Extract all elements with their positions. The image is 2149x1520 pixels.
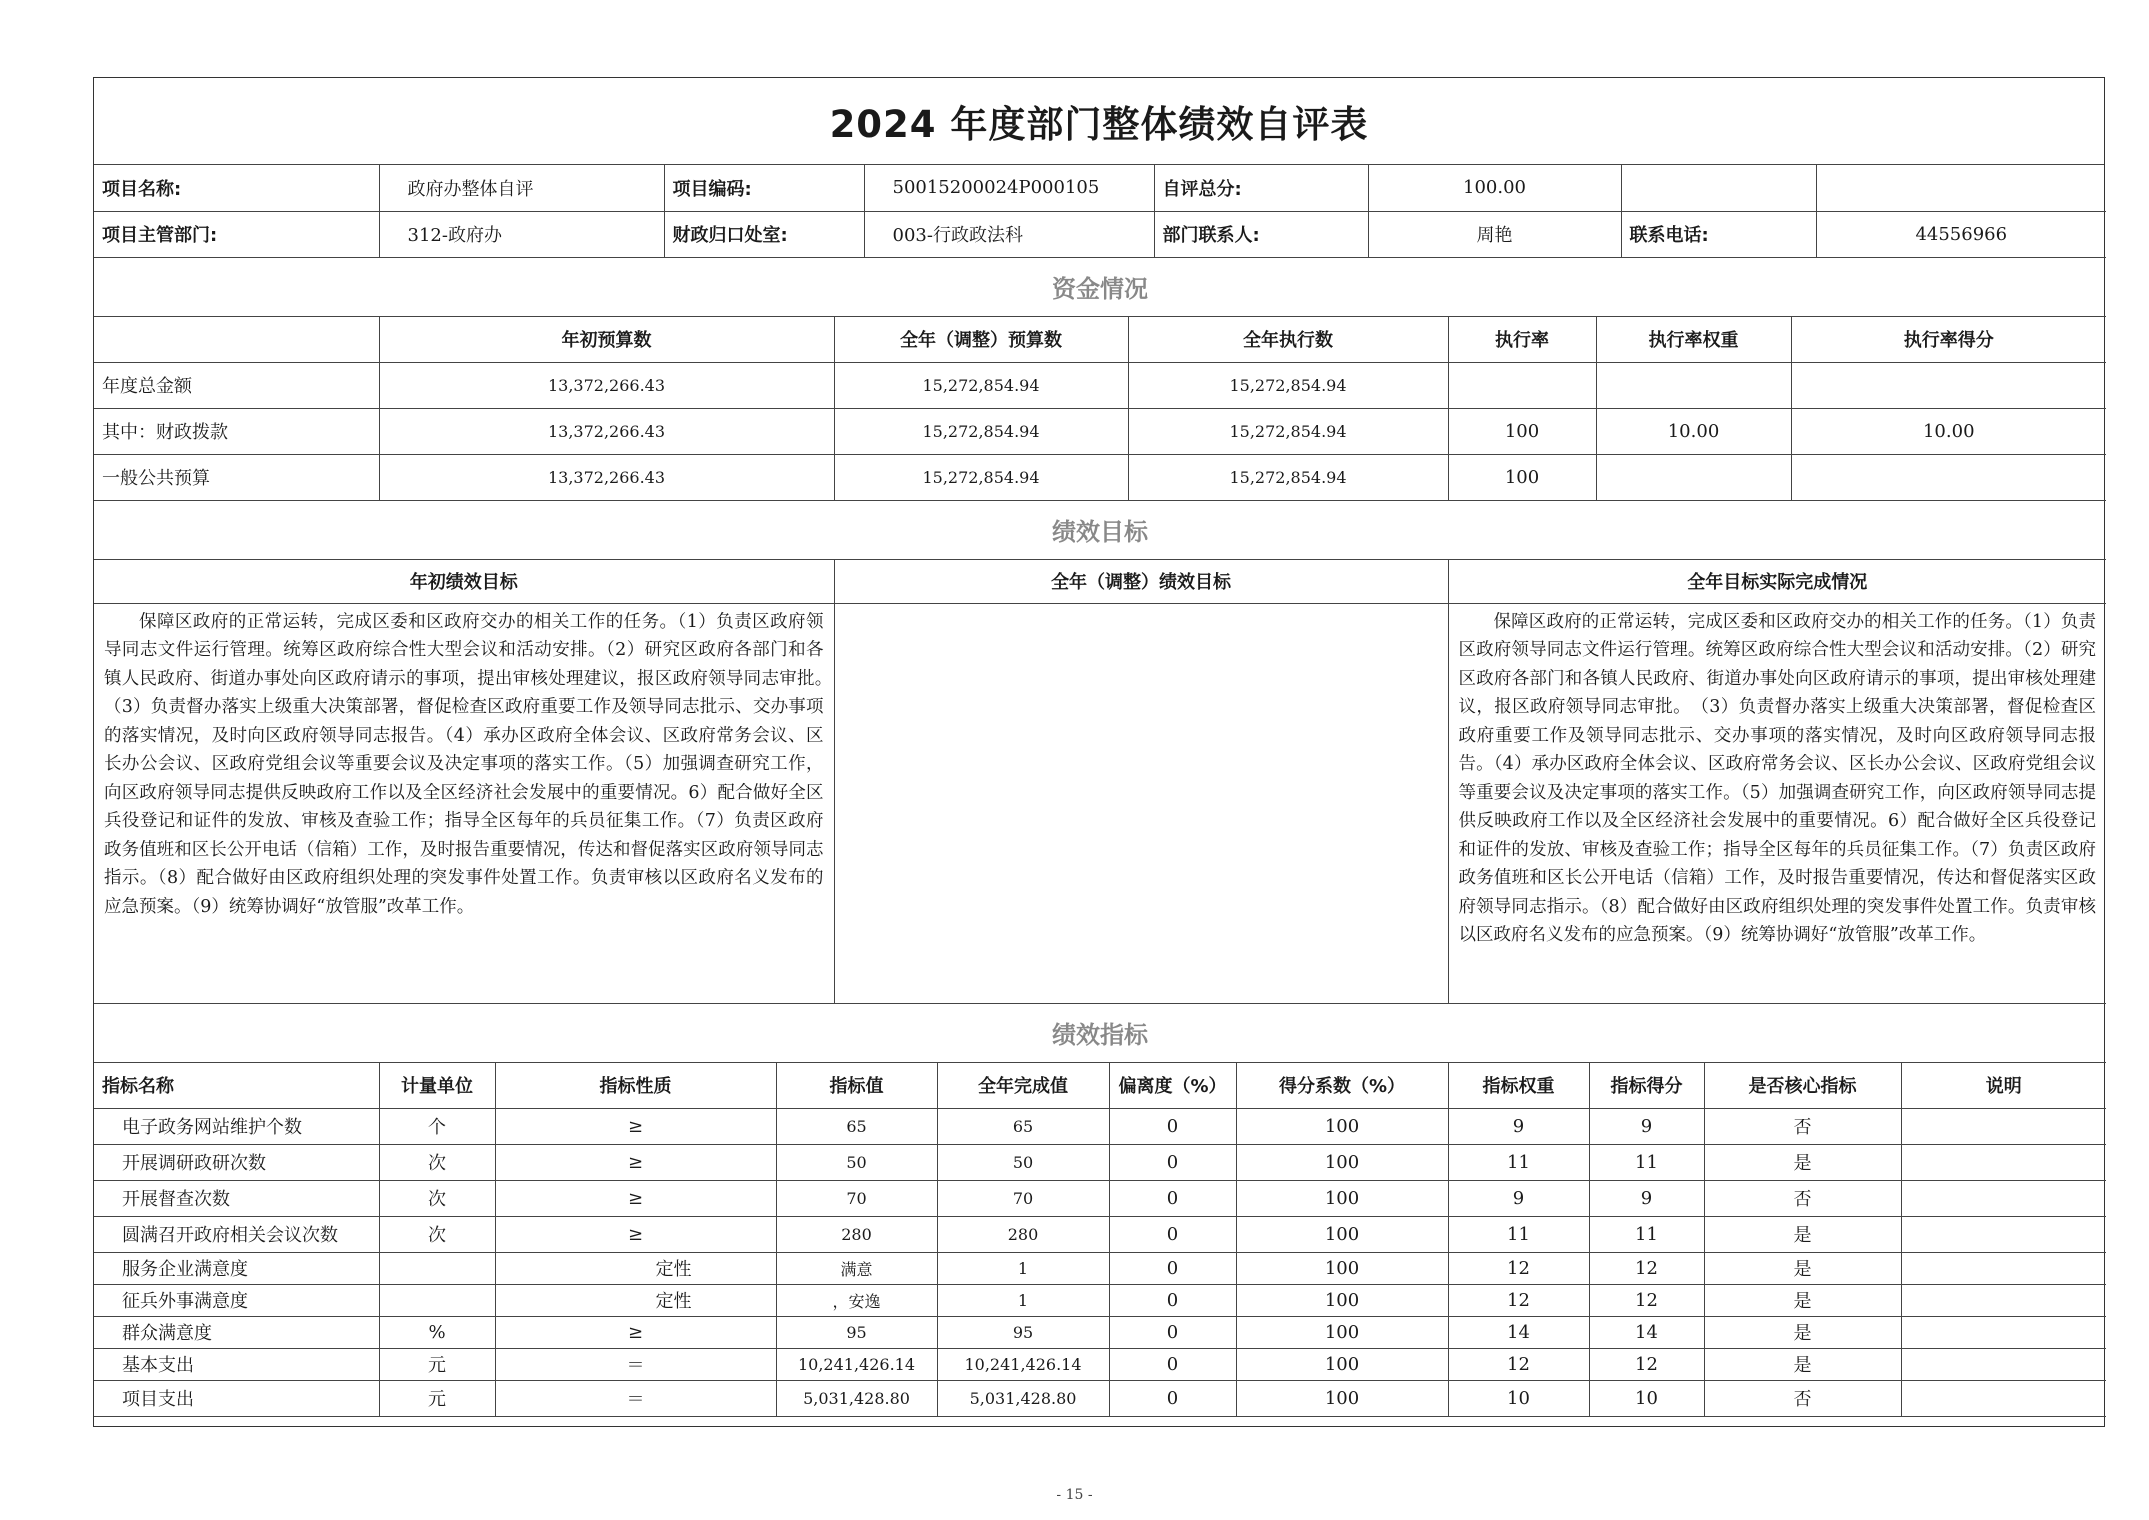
rate-weight [1596,362,1791,408]
completed-value: 65 [937,1108,1109,1144]
indicator-name: 群众满意度 [94,1316,379,1348]
rate-weight [1596,454,1791,500]
score: 9 [1589,1108,1704,1144]
phone-label: 联系电话: [1621,211,1816,257]
indicator-name: 征兵外事满意度 [94,1284,379,1316]
nature: ≥ [495,1216,776,1252]
goals-section-title: 绩效目标 [94,501,2106,560]
deviation: 0 [1109,1180,1236,1216]
note [1901,1284,2106,1316]
funds-row [94,362,2106,408]
completed-value: 1 [937,1284,1109,1316]
unit: 元 [379,1380,495,1416]
unit: 次 [379,1216,495,1252]
is-core: 否 [1704,1380,1901,1416]
info-table [94,165,2106,258]
dept-label: 项目主管部门: [94,211,379,257]
score: 14 [1589,1316,1704,1348]
rate-score [1791,454,2106,500]
nature: ＝ [495,1348,776,1380]
goals-header: 全年目标实际完成情况 [1448,559,2106,603]
deviation: 0 [1109,1380,1236,1416]
target-value: 5,031,428.80 [776,1380,937,1416]
unit: 次 [379,1180,495,1216]
title-row [94,78,2104,165]
nature: 定性 [495,1252,776,1284]
funds-header: 执行率得分 [1791,316,2106,362]
indicator-name: 电子政务网站维护个数 [94,1108,379,1144]
execution-rate [1448,362,1596,408]
initial-budget: 13,372,266.43 [379,454,834,500]
row-name: 其中：财政拨款 [94,408,379,454]
project-code: 50015200024P000105 [864,165,1154,211]
contact-label: 部门联系人: [1154,211,1368,257]
note [1901,1316,2106,1348]
indicator-row [94,1380,2106,1416]
score: 10 [1589,1380,1704,1416]
score: 9 [1589,1180,1704,1216]
evaluation-form [93,77,2105,1427]
weight: 12 [1448,1252,1589,1284]
target-value: 50 [776,1144,937,1180]
target-value: 满意 [776,1252,937,1284]
indicator-header: 指标值 [776,1062,937,1108]
weight: 10 [1448,1380,1589,1416]
indicator-row [94,1108,2106,1144]
score-coefficient: 100 [1236,1108,1448,1144]
adjusted-budget: 15,272,854.94 [834,454,1128,500]
is-core: 否 [1704,1108,1901,1144]
score: 12 [1589,1284,1704,1316]
score-coefficient: 100 [1236,1284,1448,1316]
note [1901,1108,2106,1144]
indicator-header: 偏离度（%） [1109,1062,1236,1108]
nature: ≥ [495,1144,776,1180]
empty-cell [1816,165,2106,211]
note [1901,1144,2106,1180]
unit: 元 [379,1348,495,1380]
indicator-name: 项目支出 [94,1380,379,1416]
indicator-header: 说明 [1901,1062,2106,1108]
nature: ＝ [495,1380,776,1416]
completed-value: 1 [937,1252,1109,1284]
weight: 11 [1448,1144,1589,1180]
indicator-header: 指标名称 [94,1062,379,1108]
unit: 个 [379,1108,495,1144]
nature: ≥ [495,1180,776,1216]
project-name-label: 项目名称: [94,165,379,211]
funds-header: 年初预算数 [379,316,834,362]
indicator-header: 指标得分 [1589,1062,1704,1108]
score-coefficient: 100 [1236,1252,1448,1284]
indicator-header: 是否核心指标 [1704,1062,1901,1108]
indicators-section-title: 绩效指标 [94,1004,2106,1063]
row-name: 一般公共预算 [94,454,379,500]
deviation: 0 [1109,1348,1236,1380]
funds-row [94,408,2106,454]
indicator-header: 计量单位 [379,1062,495,1108]
funds-row [94,454,2106,500]
nature: ≥ [495,1316,776,1348]
funds-section-title: 资金情况 [94,258,2106,317]
weight: 11 [1448,1216,1589,1252]
execution-rate: 100 [1448,454,1596,500]
nature: ≥ [495,1108,776,1144]
note [1901,1348,2106,1380]
weight: 9 [1448,1180,1589,1216]
deviation: 0 [1109,1316,1236,1348]
finance-office: 003-行政政法科 [864,211,1154,257]
finance-label: 财政归口处室: [664,211,864,257]
score-coefficient: 100 [1236,1144,1448,1180]
target-value: ，安逸 [776,1284,937,1316]
funds-header: 全年（调整）预算数 [834,316,1128,362]
executed-amount: 15,272,854.94 [1128,408,1448,454]
indicator-row [94,1144,2106,1180]
is-core: 是 [1704,1284,1901,1316]
completed-value: 70 [937,1180,1109,1216]
note [1901,1380,2106,1416]
weight: 9 [1448,1108,1589,1144]
indicator-name: 圆满召开政府相关会议次数 [94,1216,379,1252]
is-core: 是 [1704,1252,1901,1284]
target-value: 95 [776,1316,937,1348]
unit [379,1284,495,1316]
adjusted-goal-text [834,603,1448,1003]
deviation: 0 [1109,1284,1236,1316]
deviation: 0 [1109,1216,1236,1252]
target-value: 65 [776,1108,937,1144]
row-name: 年度总金额 [94,362,379,408]
adjusted-budget: 15,272,854.94 [834,408,1128,454]
is-core: 是 [1704,1348,1901,1380]
indicator-header: 指标性质 [495,1062,776,1108]
empty-cell [1621,165,1816,211]
indicator-header: 指标权重 [1448,1062,1589,1108]
executed-amount: 15,272,854.94 [1128,454,1448,500]
goals-table [94,501,2106,1004]
goals-header: 年初绩效目标 [94,559,834,603]
completed-value: 280 [937,1216,1109,1252]
indicator-row [94,1284,2106,1316]
is-core: 是 [1704,1144,1901,1180]
funds-header: 执行率权重 [1596,316,1791,362]
rate-weight: 10.00 [1596,408,1791,454]
page-number: - 15 - [1056,1487,1093,1503]
deviation: 0 [1109,1108,1236,1144]
score: 12 [1589,1348,1704,1380]
contact-person: 周艳 [1368,211,1621,257]
weight: 12 [1448,1348,1589,1380]
is-core: 否 [1704,1180,1901,1216]
indicator-row [94,1252,2106,1284]
indicator-row [94,1316,2106,1348]
score: 11 [1589,1144,1704,1180]
initial-goal-text: 保障区政府的正常运转，完成区委和区政府交办的相关工作的任务。（1）负责区政府领导同志文件运行管理。统筹区政府综合性大型会议和活动安排。（2）研究区政府各部门和各镇人民政府、街道办事处向区政府请示的事项，提出审核处理建议，报区政府领导同志审批。 （3）负责督办落实上级重大决策部署，督促检查区政府重要工作及领导同志批示、交办事项的落实情况，及时向区政府领导同志报告。（4）承办区政府全体会议、区政府常务会议、区长办公会议、区政府党组会议等重要会议及决定事项的落实工作。（5）加强调查研究工作，向区政府领导同志提供反映政府工作以及全区经济社会发展中的重要情况。6）配合做好全区兵役登记和证件的发放、审核及查验工作；指导全区每年的兵员征集工作。（7）负责区政府政务值班和区长公开电话（信箱）工作，及时报告重要情况，传达和督促落实区政府领导同志指示。（8）配合做好由区政府组织处理的突发事件处置工作。负责审核以区政府名义发布的应急预案。（9）统筹协调好“放管服”改革工作。 [94,603,834,1003]
score-label: 自评总分: [1154,165,1368,211]
weight: 12 [1448,1284,1589,1316]
dept: 312-政府办 [379,211,664,257]
project-name: 政府办整体自评 [379,165,664,211]
score-coefficient: 100 [1236,1380,1448,1416]
executed-amount: 15,272,854.94 [1128,362,1448,408]
target-value: 10,241,426.14 [776,1348,937,1380]
project-code-label: 项目编码: [664,165,864,211]
indicators-table [94,1004,2106,1417]
indicator-row [94,1180,2106,1216]
indicator-header: 得分系数（%） [1236,1062,1448,1108]
nature: 定性 [495,1284,776,1316]
funds-header: 执行率 [1448,316,1596,362]
funds-table [94,258,2106,501]
indicator-header: 全年完成值 [937,1062,1109,1108]
score-coefficient: 100 [1236,1316,1448,1348]
score-coefficient: 100 [1236,1348,1448,1380]
indicator-name: 服务企业满意度 [94,1252,379,1284]
initial-budget: 13,372,266.43 [379,362,834,408]
rate-score [1791,362,2106,408]
completed-value: 95 [937,1316,1109,1348]
target-value: 280 [776,1216,937,1252]
funds-header: 全年执行数 [1128,316,1448,362]
completed-value: 10,241,426.14 [937,1348,1109,1380]
unit [379,1252,495,1284]
score-coefficient: 100 [1236,1216,1448,1252]
score-coefficient: 100 [1236,1180,1448,1216]
completed-value: 5,031,428.80 [937,1380,1109,1416]
target-value: 70 [776,1180,937,1216]
note [1901,1180,2106,1216]
is-core: 是 [1704,1216,1901,1252]
initial-budget: 13,372,266.43 [379,408,834,454]
indicator-name: 开展调研政研次数 [94,1144,379,1180]
funds-header-blank [94,316,379,362]
unit: % [379,1316,495,1348]
is-core: 是 [1704,1316,1901,1348]
note [1901,1216,2106,1252]
weight: 14 [1448,1316,1589,1348]
goals-header: 全年（调整）绩效目标 [834,559,1448,603]
page-title: 2024 年度部门整体绩效自评表 [829,103,1369,146]
indicator-name: 基本支出 [94,1348,379,1380]
score: 12 [1589,1252,1704,1284]
indicator-name: 开展督查次数 [94,1180,379,1216]
note [1901,1252,2106,1284]
indicator-row [94,1348,2106,1380]
deviation: 0 [1109,1252,1236,1284]
total-score: 100.00 [1368,165,1621,211]
adjusted-budget: 15,272,854.94 [834,362,1128,408]
indicator-row [94,1216,2106,1252]
deviation: 0 [1109,1144,1236,1180]
rate-score: 10.00 [1791,408,2106,454]
actual-completion-text: 保障区政府的正常运转，完成区委和区政府交办的相关工作的任务。（1）负责区政府领导同志文件运行管理。统筹区政府综合性大型会议和活动安排。（2）研究区政府各部门和各镇人民政府、街道办事处向区政府请示的事项，提出审核处理建议，报区政府领导同志审批。 （3）负责督办落实上级重大决策部署，督促检查区政府重要工作及领导同志批示、交办事项的落实情况，及时向区政府领导同志报告。（4）承办区政府全体会议、区政府常务会议、区长办公会议、区政府党组会议等重要会议及决定事项的落实工作。（5）加强调查研究工作，向区政府领导同志提供反映政府工作以及全区经济社会发展中的重要情况。6）配合做好全区兵役登记和证件的发放、审核及查验工作；指导全区每年的兵员征集工作。（7）负责区政府政务值班和区长公开电话（信箱）工作，及时报告重要情况，传达和督促落实区政府领导同志指示。（8）配合做好由区政府组织处理的突发事件处置工作。负责审核以区政府名义发布的应急预案。（9）统筹协调好“放管服”改革工作。 [1448,603,2106,1003]
indicator-rows [94,1108,2106,1416]
phone: 44556966 [1816,211,2106,257]
score: 11 [1589,1216,1704,1252]
completed-value: 50 [937,1144,1109,1180]
unit: 次 [379,1144,495,1180]
execution-rate: 100 [1448,408,1596,454]
